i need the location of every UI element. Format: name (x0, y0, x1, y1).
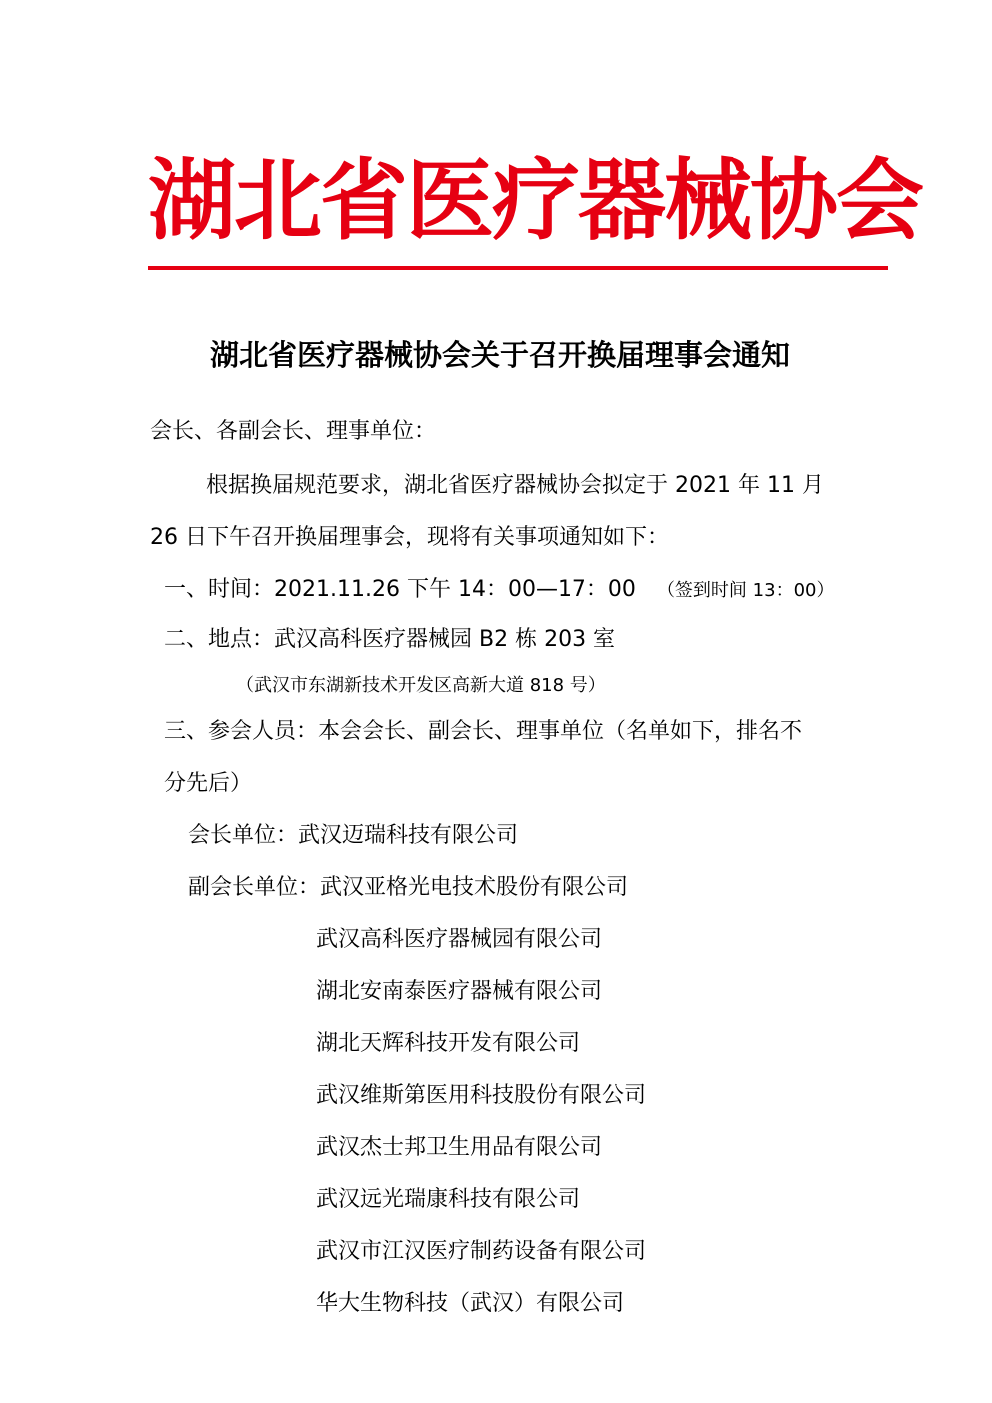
vice-president-unit: 武汉维斯第医用科技股份有限公司 (316, 1083, 647, 1108)
vice-president-row (188, 868, 628, 908)
item-time-text: 一、时间：2021.11.26 下午 14：00—17：00 (164, 577, 636, 602)
item-time (164, 570, 835, 611)
vice-president-label: 副会长单位： (188, 875, 321, 900)
header-rule (148, 266, 888, 270)
intro-paragraph-line-2: 26 日下午召开换届理事会，现将有关事项通知如下： (150, 525, 669, 550)
vice-president-unit: 武汉远光瑞康科技有限公司 (316, 1187, 581, 1212)
vice-president-unit: 武汉高科医疗器械园有限公司 (316, 927, 603, 952)
president-row (188, 816, 518, 856)
item-place-address: （武汉市东湖新技术开发区高新大道 818 号） (236, 675, 606, 696)
org-header: 湖北省医疗器械协会 (148, 149, 923, 252)
doc-title: 湖北省医疗器械协会关于召开换届理事会通知 (209, 338, 790, 372)
vice-president-unit: 湖北安南泰医疗器械有限公司 (316, 979, 603, 1004)
item-attendees-line-1: 三、参会人员：本会会长、副会长、理事单位（名单如下，排名不 (164, 719, 803, 744)
vice-president-unit: 华大生物科技（武汉）有限公司 (316, 1291, 625, 1316)
item-attendees-line-2: 分先后） (164, 771, 253, 796)
vice-president-unit: 湖北天辉科技开发有限公司 (316, 1031, 581, 1056)
president-unit: 武汉迈瑞科技有限公司 (298, 823, 519, 848)
intro-paragraph-line-1: 根据换届规范要求，湖北省医疗器械协会拟定于 2021 年 11 月 (206, 473, 824, 498)
item-place: 二、地点：武汉高科医疗器械园 B2 栋 203 室 (164, 627, 616, 652)
president-label: 会长单位： (188, 823, 299, 848)
item-time-note: （签到时间 13：00） (656, 580, 835, 601)
vice-president-unit: 武汉杰士邦卫生用品有限公司 (316, 1135, 603, 1160)
vice-president-unit: 武汉亚格光电技术股份有限公司 (320, 875, 629, 900)
salutation: 会长、各副会长、理事单位： (150, 419, 437, 444)
vice-president-unit: 武汉市江汉医疗制药设备有限公司 (316, 1239, 647, 1264)
